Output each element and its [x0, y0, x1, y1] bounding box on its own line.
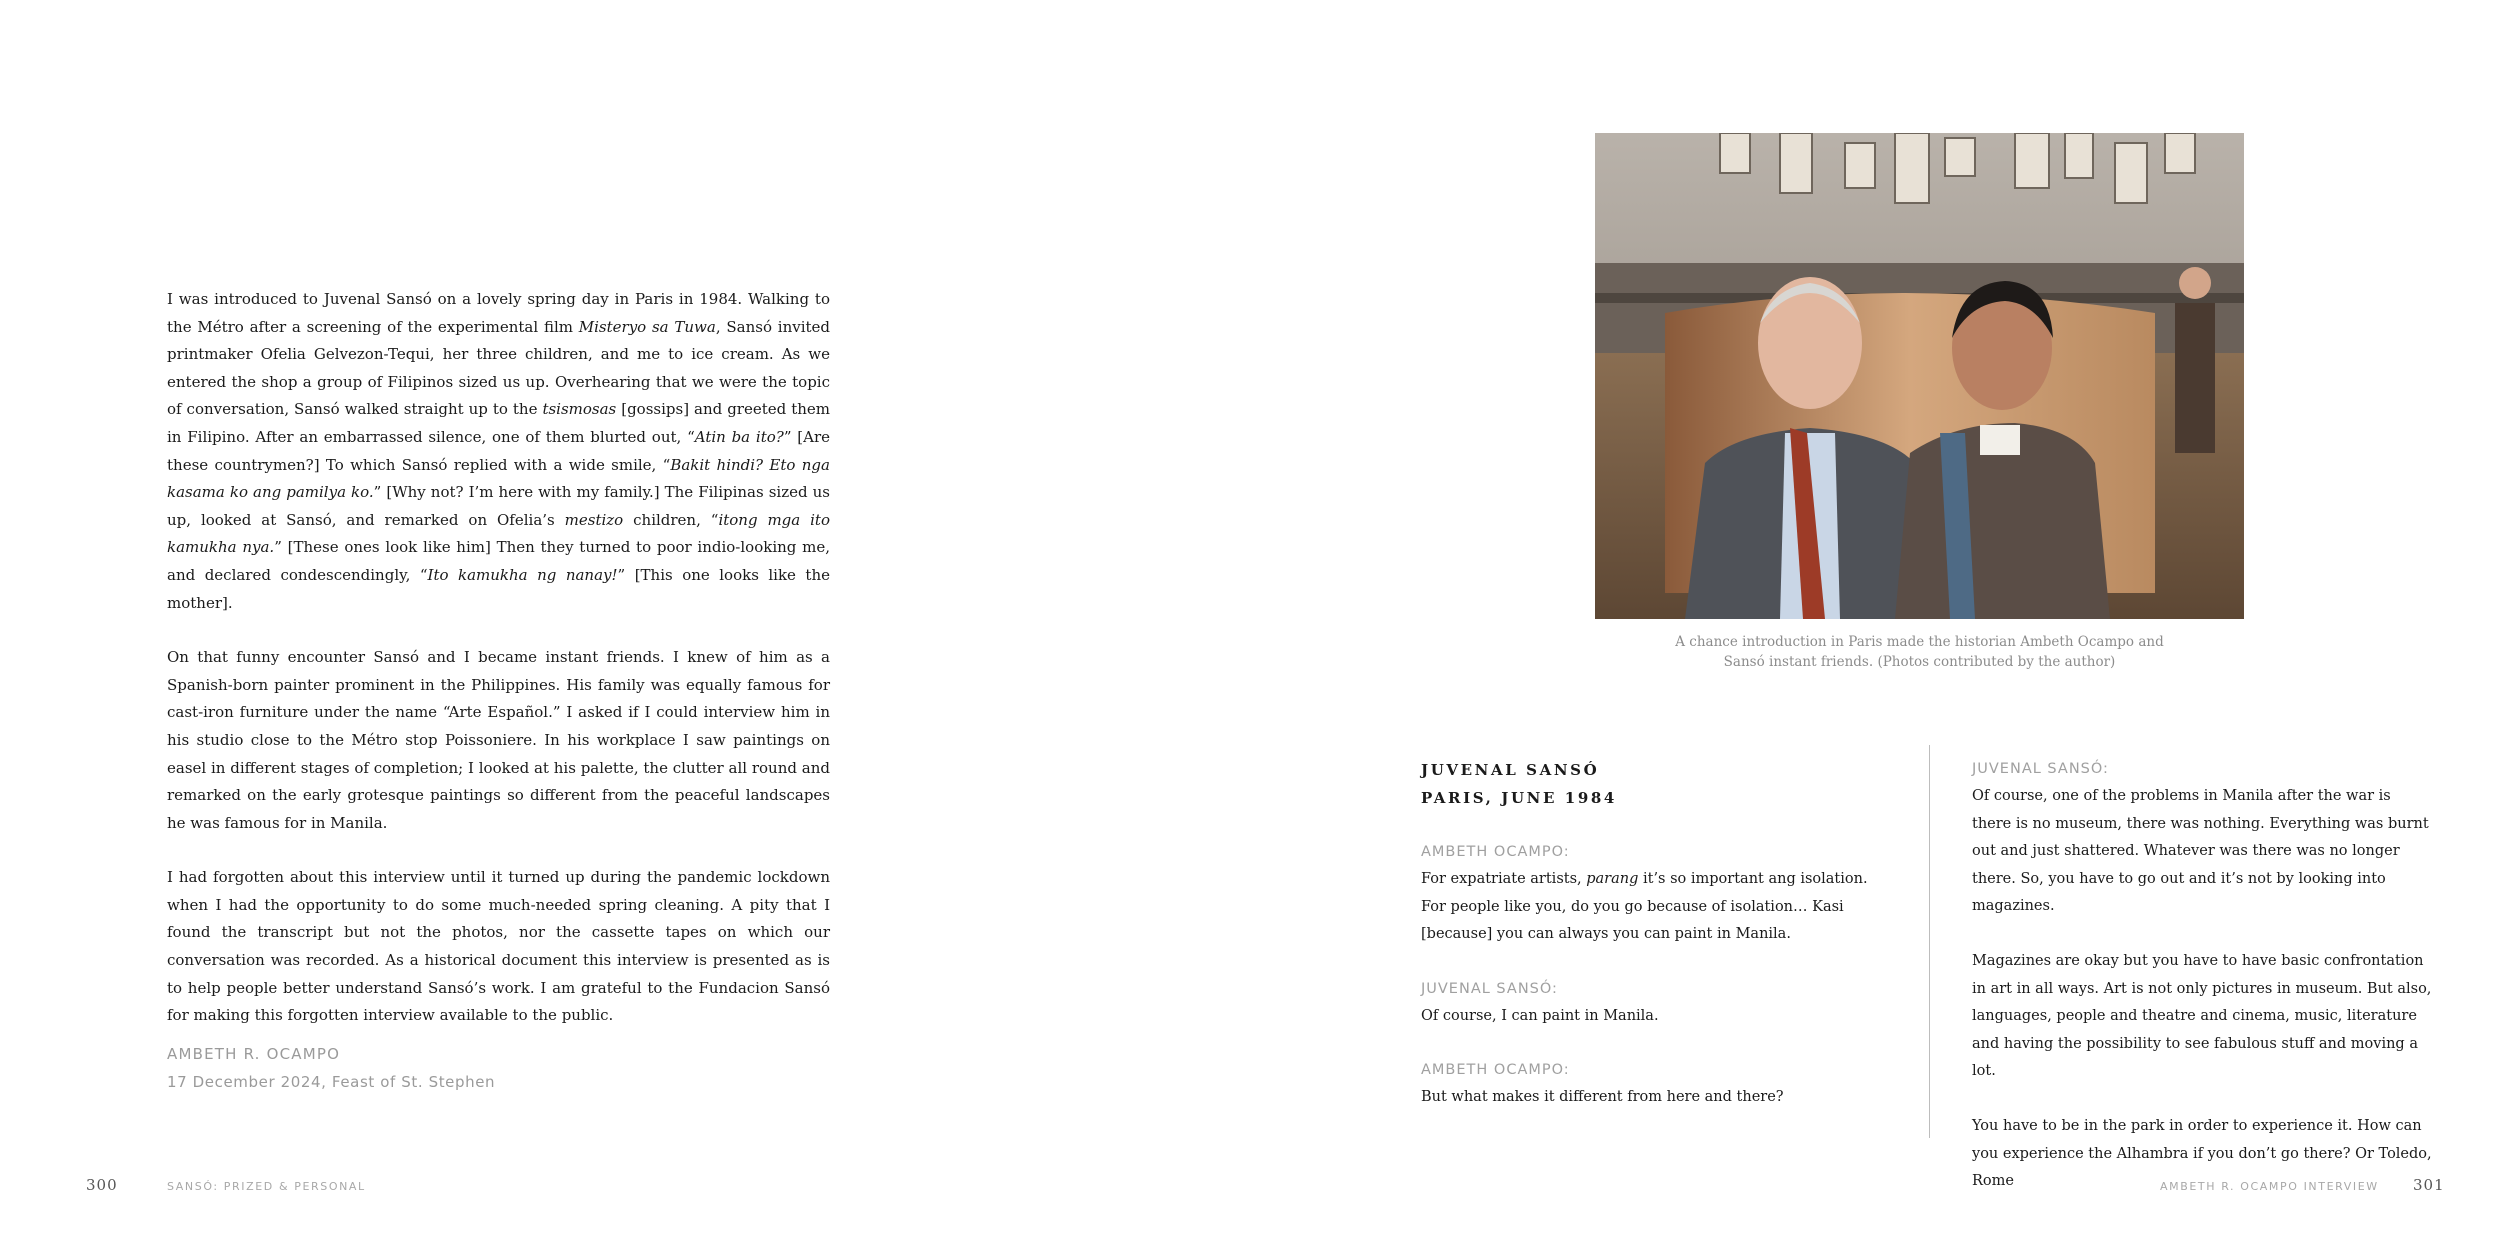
photo-caption-line: A chance introduction in Paris made the historian Ambeth Ocampo and	[1675, 634, 2164, 650]
running-head-left: SANSÓ: PRIZED & PERSONAL	[167, 1180, 366, 1193]
intro-paragraph: I had forgotten about this interview until it turned up during the pandemic lockdown when I had the opportunity to do some much-needed spring cleaning. A pity that I found the transcript but not the photos, nor the cassette tapes on which our conversation was recorded. As a historical document this interview is presented as is to help people better understand Sansó’s work. I am grateful to the Fundacion Sansó for making this forgotten interview available to the public.	[167, 868, 830, 1025]
intro-paragraph: I was introduced to Juvenal Sansó on a lovely spring day in Paris in 1984. Walking to the Métro after a screening of the experimental film Misteryo sa Tuwa, Sansó invited printmaker Ofelia Gelvezon-Tequi, her three children, and me to ice cream. As we entered the shop a group of Filipinos sized us up. Overhearing that we were the topic of conversation, Sansó walked straight up to the tsismosas [gossips] and greeted them in Filipino. After an embarrassed silence, one of them blurted out, “Atin ba ito?” [Are these countrymen?] To which Sansó replied with a wide smile, “Bakit hindi? Eto nga kasama ko ang pamilya ko.” [Why not? I’m here with my family.] The Filipinas sized us up, looked at Sansó, and remarked on Ofelia’s mestizo children, “itong mga ito kamukha nya.” [These ones look like him] Then they turned to poor indio-looking me, and declared condescendingly, “Ito kamukha ng nanay!” [This one looks like the mother].	[167, 290, 831, 612]
interview-column-left	[1421, 756, 1881, 1139]
photo-caption-line: Sansó instant friends. (Photos contributed by the author)	[1723, 654, 2116, 670]
interview-heading: JUVENAL SANSÓ	[1421, 761, 1600, 779]
speaker-label: AMBETH OCAMPO:	[1421, 844, 1570, 860]
column-divider	[1929, 745, 1930, 1138]
interview-answer: You have to be in the park in order to experience it. How can you experience the Alhambra if you don’t go there? Or Toledo, Rome	[1972, 1117, 2432, 1190]
speaker-label: JUVENAL SANSÓ:	[1421, 980, 1558, 997]
speaker-label: AMBETH OCAMPO:	[1421, 1062, 1570, 1079]
interview-answer: For expatriate artists, parang it’s so important ang isolation. For people like you, do you go because of isolation… Kasi [because] you can always you can paint in Manila.	[1421, 871, 1868, 943]
photo-caption	[1595, 632, 2244, 672]
photo-sanso-and-ocampo	[1595, 133, 2244, 619]
interview-answer: Of course, one of the problems in Manila after the war is there is no museum, there was nothing. Everything was burnt out and just shattered. Whatever was there was no longer there. So, you have to go out and it’s not by looking into magazines.	[1972, 788, 2429, 915]
interview-answer: Magazines are okay but you have to have basic confrontation in art in all ways. Art is not only pictures in museum. But also, languages, people and theatre and cinema, music, literature and having the possibility to see fabulous stuff and moving a lot.	[1972, 952, 2432, 1080]
author-signature: AMBETH R. OCAMPO	[167, 1044, 341, 1063]
signature-date: 17 December 2024, Feast of St. Stephen	[167, 1072, 496, 1091]
photo-illustration	[1595, 133, 2244, 619]
page-number-right: 301	[2413, 1176, 2445, 1194]
running-head-right: AMBETH R. OCAMPO INTERVIEW	[2160, 1180, 2379, 1193]
speaker-label: JUVENAL SANSÓ:	[1972, 761, 2109, 777]
interview-dateline: PARIS, JUNE 1984	[1421, 789, 1617, 807]
page-number-left: 300	[86, 1176, 118, 1194]
interview-answer: But what makes it different from here and there?	[1421, 1089, 1784, 1106]
interview-column-right	[1972, 756, 2432, 1223]
intro-paragraph: On that funny encounter Sansó and I became instant friends. I knew of him as a Spanish-born painter prominent in the Philippines. His family was equally famous for cast-iron furniture under the name “Arte Español.” I asked if I could interview him in his studio close to the Métro stop Poissoniere. In his workplace I saw paintings on easel in different stages of completion; I looked at his palette, the clutter all round and remarked on the early grotesque paintings so different from the peaceful landscapes he was famous for in Manila.	[167, 648, 830, 832]
intro-text-block	[167, 286, 830, 1096]
interview-answer: Of course, I can paint in Manila.	[1421, 1007, 1659, 1024]
